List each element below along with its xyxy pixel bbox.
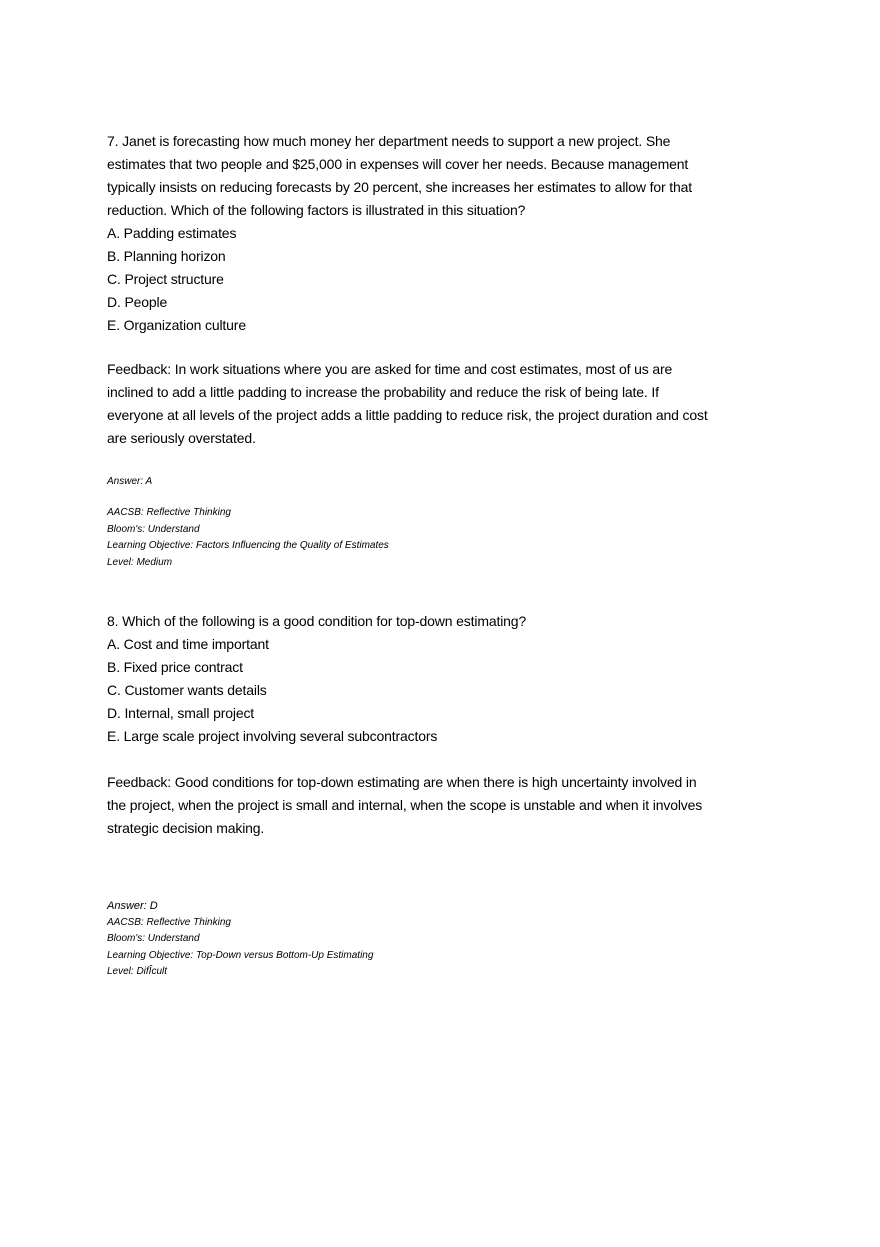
option: A. Cost and time important bbox=[107, 636, 269, 652]
q8-question bbox=[107, 610, 526, 748]
feedback-line: Feedback: In work situations where you are asked for time and cost estimates, most of us are bbox=[107, 361, 673, 377]
option: B. Planning horizon bbox=[107, 248, 226, 264]
learning-objective: Learning Objective: Factors Influencing the Quality of Estimates bbox=[107, 540, 389, 551]
feedback-line: everyone at all levels of the project adds a little padding to reduce risk, the project duration and cost bbox=[107, 407, 708, 423]
answer: Answer: A bbox=[107, 476, 153, 487]
question-line: reduction. Which of the following factors is illustrated in this situation? bbox=[107, 202, 526, 218]
q7-meta bbox=[107, 505, 389, 571]
level: Level: Medium bbox=[107, 556, 173, 568]
aacsb: AACSB: Reflective Thinking bbox=[107, 916, 231, 928]
option: E. Large scale project involving several subcontractors bbox=[107, 728, 438, 744]
q8-feedback bbox=[107, 771, 702, 840]
option: B. Fixed price contract bbox=[107, 659, 243, 675]
aacsb: AACSB: Reflective Thinking bbox=[107, 507, 231, 518]
option: C. Project structure bbox=[107, 271, 224, 287]
option: D. People bbox=[107, 294, 168, 310]
q7-feedback bbox=[107, 358, 708, 450]
question-line: 8. Which of the following is a good condition for top-down estimating? bbox=[107, 613, 527, 629]
learning-objective: Learning Objective: Top-Down versus Bottom-Up Estimating bbox=[107, 949, 374, 961]
question-line: estimates that two people and $25,000 in expenses will cover her needs. Because management bbox=[107, 156, 689, 172]
question-line: 7. Janet is forecasting how much money her department needs to support a new project. She bbox=[107, 133, 671, 149]
q7-answer bbox=[107, 474, 152, 491]
q7-question bbox=[107, 130, 692, 337]
option: D. Internal, small project bbox=[107, 705, 255, 721]
option: C. Customer wants details bbox=[107, 682, 267, 698]
blooms: Bloom's: Understand bbox=[107, 523, 200, 535]
answer: Answer: D bbox=[107, 900, 158, 912]
feedback-line: Feedback: Good conditions for top-down estimating are when there is high uncertainty involved in bbox=[107, 774, 697, 790]
question-line: typically insists on reducing forecasts by 20 percent, she increases her estimates to allow for that bbox=[107, 179, 692, 195]
feedback-line: strategic decision making. bbox=[107, 820, 265, 836]
feedback-line: the project, when the project is small and internal, when the scope is unstable and when it involves bbox=[107, 797, 703, 813]
feedback-line: are seriously overstated. bbox=[107, 430, 256, 446]
feedback-line: inclined to add a little padding to increase the probability and reduce the risk of being late. If bbox=[107, 384, 659, 400]
option: E. Organization culture bbox=[107, 317, 246, 333]
level: Level: DifÎcult bbox=[107, 966, 168, 977]
q8-meta bbox=[107, 898, 373, 981]
blooms: Bloom's: Understand bbox=[107, 933, 200, 944]
option: A. Padding estimates bbox=[107, 225, 237, 241]
